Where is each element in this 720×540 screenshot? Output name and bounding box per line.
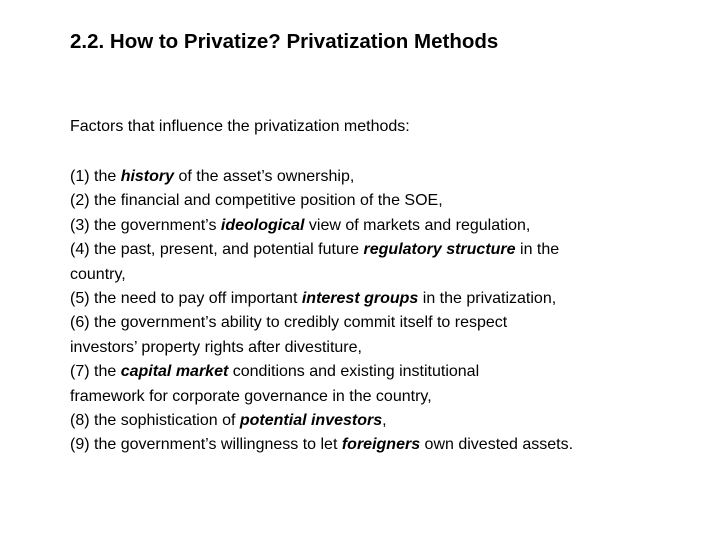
factor-text: in the [515,241,560,259]
factor-line [70,189,670,213]
factor-text: of the asset’s ownership, [174,168,355,185]
factor-line [70,409,670,433]
slide-title: 2.2. How to Privatize? Privatization Methods [70,30,499,53]
factor-keyword: history [120,168,175,185]
factor-line [70,360,670,384]
factor-keyword: potential investors [239,412,383,430]
factor-line [70,214,670,238]
factor-keyword: capital market [120,363,229,381]
factor-text: investors’ property rights after divestiture, [70,338,362,356]
factor-text: (3) the government’s [70,216,221,234]
factor-text: conditions and existing institutional [228,363,480,381]
factor-text: (9) the government’s willingness to let [70,436,342,454]
factor-line [70,433,670,457]
factor-line [70,385,670,409]
factor-line [70,311,670,335]
factor-line [70,287,670,311]
factor-line [70,238,670,262]
factor-keyword: interest groups [301,290,419,308]
factor-text: (5) the need to pay off important [70,290,302,308]
factor-text: (4) the past, present, and potential future [70,241,364,259]
factor-line [70,165,670,189]
factor-line [70,336,670,360]
factor-text: (6) the government’s ability to credibly commit itself to respect [70,314,508,332]
factor-text: in the privatization, [418,290,557,308]
factor-list [70,165,670,458]
factor-text: , [382,412,387,430]
factor-text: framework for corporate governance in the country, [70,387,432,405]
factor-text: (1) the [70,168,121,185]
slide-subtitle: Factors that influence the privatization methods: [70,118,410,135]
factor-text: (2) the financial and competitive position of the SOE, [70,192,443,210]
factor-keyword: ideological [220,216,305,234]
factor-text: (8) the sophistication of [70,412,240,430]
factor-text: own divested assets. [420,436,574,454]
factor-keyword: regulatory structure [363,241,516,259]
factor-keyword: foreigners [341,436,421,454]
factor-line [70,263,670,287]
factor-text: country, [70,265,126,283]
factor-text: view of markets and regulation, [304,216,531,234]
factor-text: (7) the [70,363,121,381]
